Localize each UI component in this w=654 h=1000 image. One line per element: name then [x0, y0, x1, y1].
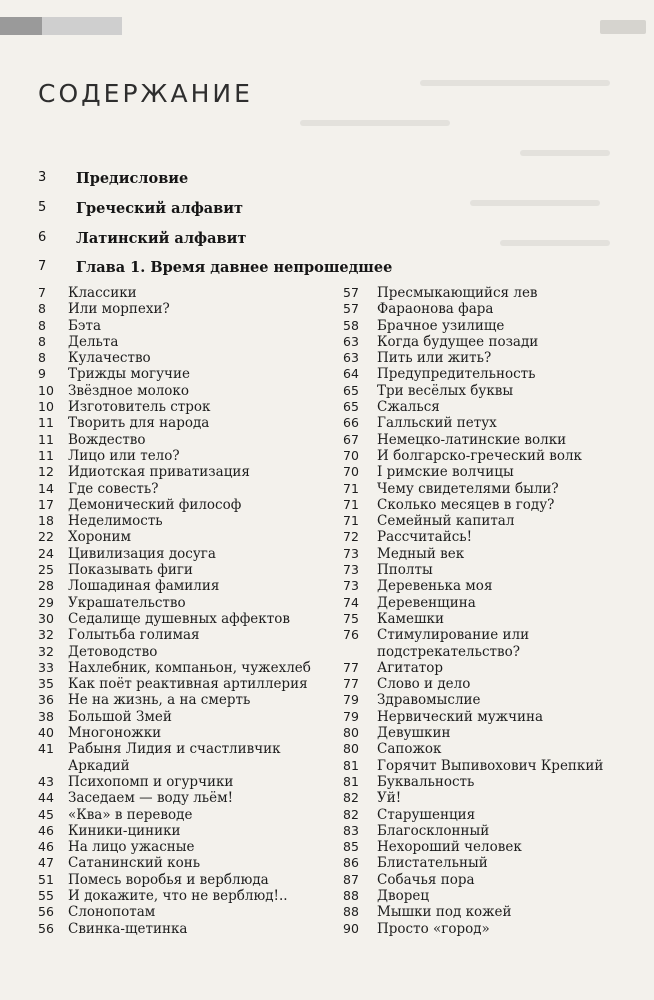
toc-entry [38, 497, 338, 513]
toc-page-number: 8 [38, 333, 46, 349]
toc-entry-title: Чему свидетелями были? [377, 480, 559, 497]
toc-entry-title: Сапожок [377, 741, 442, 758]
toc-page-number: 57 [343, 285, 359, 300]
toc-entry-title: Буквальность [377, 773, 475, 790]
toc-page-number: 8 [38, 350, 46, 366]
toc-entry-title: Свинка-щетинка [68, 920, 188, 937]
toc-page-number: 33 [38, 659, 54, 675]
toc-entry-title: Дельта [68, 333, 119, 350]
toc-page-number: 76 [343, 627, 359, 643]
toc-page-number: 72 [343, 529, 359, 545]
toc-page-number: 36 [38, 692, 54, 708]
toc-entry [343, 839, 633, 855]
toc-entry [38, 807, 338, 823]
toc-entry-title: Камешки [377, 610, 444, 627]
toc-page-number: 70 [343, 447, 359, 463]
toc-entry-title: Заседаем — воду льём! [68, 790, 234, 807]
toc-entry-title: Когда будущее позади [377, 333, 539, 350]
toc-entry-title: Мышки под кожей [377, 904, 512, 921]
toc-entry-title: Девушкин [377, 725, 451, 742]
toc-entry [343, 855, 633, 871]
toc-entry-title: Звёздное молоко [68, 382, 189, 399]
toc-page-number: 24 [38, 545, 54, 561]
toc-page-number: 30 [38, 610, 54, 626]
toc-entry-title: Предупредительность [377, 366, 536, 383]
toc-entry [343, 692, 633, 708]
toc-column-left [38, 285, 338, 937]
toc-entry [38, 725, 338, 741]
toc-entry [343, 399, 633, 415]
bleed-through [520, 150, 610, 156]
toc-entry [343, 562, 633, 578]
toc-page-number: 41 [38, 741, 54, 757]
toc-entry [343, 464, 633, 480]
toc-entry [343, 741, 633, 757]
toc-entry [343, 546, 633, 562]
toc-page-number: 63 [343, 350, 359, 366]
toc-entry [343, 676, 633, 692]
toc-entry-title: Многоножки [68, 725, 162, 742]
toc-page-number: 65 [343, 399, 359, 415]
toc-entry [343, 921, 633, 937]
toc-entry [38, 660, 338, 676]
toc-entry-title: Детоводство [68, 643, 158, 660]
toc-entry-title: Рабыня Лидия и счастливчик [68, 741, 281, 758]
toc-page-number: 73 [343, 578, 359, 594]
toc-entry [38, 285, 338, 301]
toc-entry [38, 481, 338, 497]
toc-page-number: 71 [343, 513, 359, 529]
toc-entry [343, 790, 633, 806]
toc-page-number: 40 [38, 725, 54, 741]
toc-entry [38, 709, 338, 725]
toc-page-number: 56 [38, 920, 54, 936]
toc-entry-title: Деревенщина [377, 594, 476, 611]
toc-entry-title: Дворец [377, 887, 430, 904]
toc-page-number: 73 [343, 545, 359, 561]
toc-column-right [343, 285, 633, 937]
toc-entry [38, 366, 338, 382]
toc-entry-title-continuation: подстрекательство? [377, 643, 520, 660]
toc-page-number: 56 [38, 904, 54, 920]
toc-page-number: 77 [343, 676, 359, 692]
toc-entry [343, 529, 633, 545]
toc-entry [343, 807, 633, 823]
toc-entry-title: Глава 1. Время давнее непрошедшее [76, 259, 393, 276]
toc-entry-title: Пресмыкающийся лев [377, 285, 538, 301]
toc-entry [343, 627, 633, 660]
toc-entry-title: Нехороший человек [377, 839, 522, 856]
toc-entry-title: Идиотская приватизация [68, 464, 250, 481]
toc-page-number: 90 [343, 920, 359, 936]
toc-entry [343, 448, 633, 464]
toc-entry-title: Брачное узилище [377, 317, 505, 334]
page-title: СОДЕРЖАНИЕ [38, 78, 253, 108]
toc-entry-title: Пить или жить? [377, 350, 492, 367]
toc-page-number: 82 [343, 790, 359, 806]
toc-entry-title: Классики [68, 285, 137, 301]
toc-entry [343, 904, 633, 920]
toc-entry-title: Предисловие [76, 170, 189, 187]
toc-entry [38, 334, 338, 350]
toc-page-number: 38 [38, 708, 54, 724]
bleed-through [300, 120, 450, 126]
running-header-label [42, 17, 122, 35]
toc-page-number: 87 [343, 871, 359, 887]
toc-entry-title: Лошадиная фамилия [68, 578, 220, 595]
toc-page-number: 65 [343, 382, 359, 398]
toc-entry [38, 741, 338, 774]
toc-entry [343, 758, 633, 774]
toc-page-number: 29 [38, 594, 54, 610]
toc-entry-title: Нервический мужчина [377, 708, 544, 725]
toc-page-number: 44 [38, 790, 54, 806]
toc-entry-title: Рассчитайсь! [377, 529, 473, 546]
toc-entry-title: Просто «город» [377, 920, 490, 937]
toc-page-number: 55 [38, 887, 54, 903]
toc-entry-title: Как поёт реактивная артиллерия [68, 676, 308, 693]
toc-entry-title: Вождество [68, 431, 146, 448]
toc-entry-title: І римские волчицы [377, 464, 514, 481]
toc-entry [38, 904, 338, 920]
toc-entry [38, 627, 338, 643]
toc-entry [38, 399, 338, 415]
bleed-through [420, 80, 610, 86]
toc-entry-title: Сатанинский конь [68, 855, 201, 872]
toc-entry-title: Где совесть? [68, 480, 159, 497]
toc-entry [343, 432, 633, 448]
toc-page-number: 81 [343, 773, 359, 789]
toc-page-number: 88 [343, 904, 359, 920]
toc-entry-title: Нахлебник, компаньон, чужехлеб [68, 659, 311, 676]
toc-page-number: 8 [38, 317, 46, 333]
toc-entry-title: Сколько месяцев в году? [377, 496, 555, 513]
toc-entry [38, 301, 338, 317]
toc-entry [38, 921, 338, 937]
toc-entry-title: Изготовитель строк [68, 399, 211, 416]
toc-entry-title: На лицо ужасные [68, 839, 195, 856]
running-header-bar [0, 17, 42, 35]
toc-page-number: 11 [38, 415, 54, 431]
toc-entry-title: Немецко-латинские волки [377, 431, 567, 448]
toc-page-number: 12 [38, 464, 54, 480]
toc-entry-title: Украшательство [68, 594, 186, 611]
toc-entry-title: Седалище душевных аффектов [68, 610, 290, 627]
toc-entry-title: Цивилизация досуга [68, 545, 216, 562]
toc-page-number: 45 [38, 806, 54, 822]
toc-page-number: 22 [38, 529, 54, 545]
toc-entry [38, 888, 338, 904]
toc-entry [38, 644, 338, 660]
toc-entry-title: Пполты [377, 562, 433, 579]
toc-entry [343, 513, 633, 529]
toc-entry [343, 660, 633, 676]
toc-entry-title: Киники-циники [68, 822, 181, 839]
toc-entry-title: Помесь воробья и верблюда [68, 871, 269, 888]
toc-page-number: 18 [38, 513, 54, 529]
toc-entry-title: Агитатор [377, 659, 444, 676]
toc-entry [38, 432, 338, 448]
toc-page-number: 66 [343, 415, 359, 431]
toc-entry [343, 350, 633, 366]
toc-entry-title: Горячит Выпивохович Крепкий [377, 757, 604, 774]
toc-page-number: 77 [343, 659, 359, 675]
toc-entry-title: Фараонова фара [377, 301, 494, 318]
toc-page-number: 8 [38, 301, 46, 317]
toc-entry-title: Уй! [377, 790, 402, 807]
toc-page-number: 79 [343, 692, 359, 708]
toc-entry [343, 497, 633, 513]
toc-page-number: 32 [38, 627, 54, 643]
toc-entry-title: Голытьба голимая [68, 627, 200, 644]
toc-entry [343, 366, 633, 382]
toc-page-number: 28 [38, 578, 54, 594]
toc-entry [343, 383, 633, 399]
toc-entry-title: Здравомыслие [377, 692, 481, 709]
toc-entry-title: Благосклонный [377, 822, 490, 839]
toc-page-number: 51 [38, 871, 54, 887]
toc-page-number: 46 [38, 822, 54, 838]
toc-entry-title: Слово и дело [377, 676, 471, 693]
toc-entry-title: Блистательный [377, 855, 488, 872]
toc-page-number: 86 [343, 855, 359, 871]
toc-page-number: 74 [343, 594, 359, 610]
toc-entry-title: И болгарско-греческий волк [377, 447, 582, 464]
toc-entry [343, 709, 633, 725]
toc-entry [38, 415, 338, 431]
toc-entry-title: Стимулирование или [377, 627, 530, 644]
toc-entry [343, 725, 633, 741]
toc-page-number: 6 [38, 230, 47, 245]
toc-page-number: 67 [343, 431, 359, 447]
toc-entry [38, 692, 338, 708]
toc-entry [343, 481, 633, 497]
toc-entry [343, 611, 633, 627]
toc-entry-title: Хороним [68, 529, 132, 546]
toc-entry-title-continuation: Аркадий [68, 757, 130, 774]
toc-entry-title: Латинский алфавит [76, 230, 247, 247]
toc-page-number: 79 [343, 708, 359, 724]
toc-entry-title: Галльский петух [377, 415, 497, 432]
toc-entry [343, 595, 633, 611]
toc-page-number: 25 [38, 562, 54, 578]
toc-entry-title: Показывать фиги [68, 562, 193, 579]
toc-page-number: 83 [343, 822, 359, 838]
toc-entry-title: Собачья пора [377, 871, 475, 888]
toc-entry [38, 855, 338, 871]
toc-page-number: 43 [38, 773, 54, 789]
toc-page-number: 10 [38, 382, 54, 398]
bleed-through [470, 200, 600, 206]
toc-page-number: 85 [343, 839, 359, 855]
toc-entry-title: Или морпехи? [68, 301, 170, 318]
toc-entry [38, 595, 338, 611]
toc-page-number: 35 [38, 676, 54, 692]
toc-entry [38, 318, 338, 334]
toc-page-number: 71 [343, 480, 359, 496]
toc-page-number: 70 [343, 464, 359, 480]
toc-entry [343, 318, 633, 334]
toc-page-number: 75 [343, 610, 359, 626]
toc-entry-title: Неделимость [68, 513, 163, 530]
toc-entry [343, 774, 633, 790]
bleed-through [500, 240, 610, 246]
toc-entry-title: «Ква» в переводе [68, 806, 193, 823]
toc-page-number: 10 [38, 399, 54, 415]
toc-entry [343, 578, 633, 594]
toc-entry [38, 464, 338, 480]
toc-entry [38, 578, 338, 594]
toc-page-number: 82 [343, 806, 359, 822]
toc-page-number: 80 [343, 725, 359, 741]
toc-page-number: 57 [343, 301, 359, 317]
toc-page-number: 3 [38, 170, 47, 185]
toc-entry [38, 774, 338, 790]
toc-entry-title: Деревенька моя [377, 578, 493, 595]
toc-page-number: 80 [343, 741, 359, 757]
toc-page-number: 88 [343, 887, 359, 903]
page-corner-mark [600, 20, 646, 34]
toc-page-number: 63 [343, 333, 359, 349]
toc-entry-title: Большой Змей [68, 708, 172, 725]
toc-entry [343, 823, 633, 839]
toc-page-number: 11 [38, 447, 54, 463]
toc-page-number: 64 [343, 366, 359, 382]
toc-entry [38, 611, 338, 627]
toc-page-number: 73 [343, 562, 359, 578]
toc-entry-title: Три весёлых буквы [377, 382, 514, 399]
toc-entry-title: Демонический философ [68, 496, 242, 513]
toc-page-number: 7 [38, 285, 46, 300]
toc-entry-title: Психопомп и огурчики [68, 773, 234, 790]
toc-entry [343, 872, 633, 888]
toc-entry-title: И докажите, что не верблюд!.. [68, 887, 288, 904]
toc-page-number: 81 [343, 757, 359, 773]
toc-entry-title: Слонопотам [68, 904, 156, 921]
toc-entry-title: Старушенция [377, 806, 476, 823]
toc-entry [38, 448, 338, 464]
toc-entry-title: Сжалься [377, 399, 440, 416]
toc-page-number: 5 [38, 200, 47, 215]
toc-entry [38, 790, 338, 806]
toc-entry [343, 334, 633, 350]
toc-page-number: 9 [38, 366, 46, 382]
toc-entry-title: Греческий алфавит [76, 200, 243, 217]
toc-entry [38, 839, 338, 855]
toc-entry-title: Трижды могучие [68, 366, 190, 383]
toc-entry [38, 383, 338, 399]
toc-entry [38, 513, 338, 529]
toc-entry [38, 350, 338, 366]
toc-entry [343, 285, 633, 301]
toc-page-number: 46 [38, 839, 54, 855]
toc-entry [38, 529, 338, 545]
toc-entry-title: Не на жизнь, а на смерть [68, 692, 251, 709]
toc-page-number: 47 [38, 855, 54, 871]
toc-entry [38, 546, 338, 562]
toc-entry [38, 872, 338, 888]
toc-page-number: 71 [343, 496, 359, 512]
toc-entry-title: Кулачество [68, 350, 151, 367]
toc-entry-title: Семейный капитал [377, 513, 515, 530]
toc-page-number: 32 [38, 643, 54, 659]
toc-page-number: 7 [38, 259, 47, 274]
toc-entry [38, 562, 338, 578]
toc-page-number: 58 [343, 317, 359, 333]
toc-entry-title: Лицо или тело? [68, 447, 180, 464]
toc-page-number: 14 [38, 480, 54, 496]
toc-entry [38, 823, 338, 839]
toc-entry [343, 888, 633, 904]
toc-entry [38, 676, 338, 692]
toc-entry [343, 415, 633, 431]
toc-entry-title: Медный век [377, 545, 465, 562]
toc-entry-title: Творить для народа [68, 415, 210, 432]
toc-entry-title: Бэта [68, 317, 101, 334]
toc-page-number: 11 [38, 431, 54, 447]
toc-page-number: 17 [38, 496, 54, 512]
toc-entry [343, 301, 633, 317]
